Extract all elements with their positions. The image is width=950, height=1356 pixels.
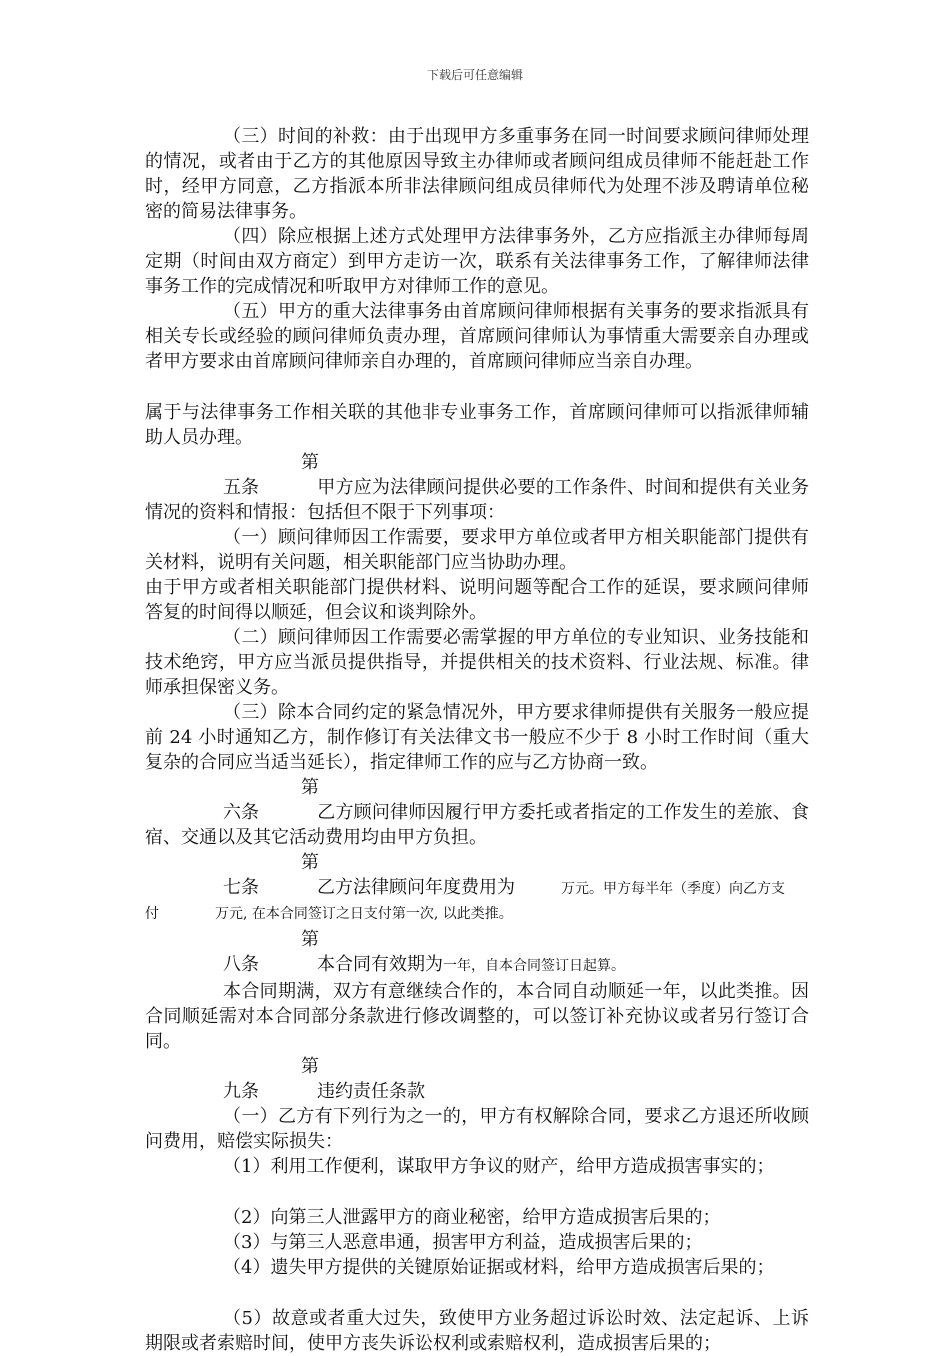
list-item-3: （3）与第三人恶意串通，损害甲方利益，造成损害后果的； [223, 1232, 703, 1253]
paragraph-renewal: 本合同期满，双方有意继续合作的，本合同自动顺延一年，以此类推。因合同顺延需对本合同部分条款进行修改调整的，可以签订补充协议或者另行签订合同。 [145, 981, 809, 1052]
paragraph-time-remedy: （三）时间的补救：由于出现甲方多重事务在同一时间要求顾问律师处理的情况，或者由于乙方的其他原因导致主办律师或者顾问组成员律师不能赶赴工作时，经甲方同意，乙方指派本所非法律顾问组成员律师代为处理不涉及聘请单位秘密的简易法律事务。 [145, 126, 809, 222]
article-6-text: 乙方顾问律师因履行甲方委托或者指定的工作发生的差旅、食宿、交通以及其它活动费用均由甲方负担。 [145, 802, 809, 848]
article-8 [145, 927, 809, 979]
paragraph-technical: （二）顾问律师因工作需要必需掌握的甲方单位的专业知识、业务技能和技术绝窍，甲方应当派员提供指导，并提供相关的技术资料、行业法规、标准。律师承担保密义务。 [145, 627, 809, 698]
article-7-number: 第七条 [223, 852, 319, 898]
article-8-number: 第八条 [223, 929, 319, 975]
paragraph-notice: （三）除本合同约定的紧急情况外，甲方要求律师提供有关服务一般应提前 24 小时通知乙方，制作修订有关法律文书一般应不少于 8 小时工作时间（重大复杂的合同应当适当延长），指定律师工作的应与乙方协商一致。 [145, 702, 809, 773]
list-item-4: （4）遗失甲方提供的关键原始证据或材料，给甲方造成损害后果的； [223, 1257, 775, 1278]
article-5-text: 甲方应为法律顾问提供必要的工作条件、时间和提供有关业务情况的资料和情报：包括但不限于下列事项： [145, 477, 809, 523]
article-6-number: 第六条 [223, 777, 319, 823]
article-8-text-a: 本合同有效期为 [317, 954, 443, 975]
article-7-text-c: 付 [145, 906, 159, 922]
article-9 [145, 1054, 809, 1104]
article-5 [145, 450, 809, 525]
article-7-text-d: 万元, 在本合同签订之日支付第一次, 以此类推。 [215, 906, 513, 922]
paragraph-termination: （一）乙方有下列行为之一的，甲方有权解除合同，要求乙方退还所收顾问费用，赔偿实际损失： [145, 1106, 809, 1152]
list-item-5: （5）故意或者重大过失，致使甲方业务超过诉讼时效、法定起诉、上诉期限或者索赔时间，使甲方丧失诉讼权利或索赔权利，造成损害后果的； [145, 1308, 809, 1354]
list-item-1: （1）利用工作便利，谋取甲方争议的财产，给甲方造成损害事实的； [223, 1156, 775, 1177]
article-6 [145, 775, 809, 850]
article-7-cont [145, 902, 809, 927]
document-body [145, 124, 809, 1356]
article-8-text-b: 一年，自本合同签订日起算。 [443, 958, 625, 974]
paragraph-non-professional: 属于与法律事务工作相关联的其他非专业事务工作，首席顾问律师可以指派律师辅助人员办理。 [145, 402, 809, 448]
paragraph-materials: （一）顾问律师因工作需要，要求甲方单位或者甲方相关职能部门提供有关材料，说明有关问题，相关职能部门应当协助办理。 [145, 527, 809, 573]
paragraph-delay: 由于甲方或者相关职能部门提供材料、说明问题等配合工作的延误，要求顾问律师答复的时间得以顺延，但会议和谈判除外。 [145, 577, 809, 623]
article-7 [145, 850, 809, 902]
article-5-number: 第五条 [223, 452, 319, 498]
page-header: 下载后可任意编辑 [426, 68, 523, 82]
list-item-2: （2）向第三人泄露甲方的商业秘密，给甲方造成损害后果的； [223, 1207, 721, 1228]
article-9-text: 违约责任条款 [317, 1081, 425, 1102]
article-7-text-b: 万元。甲方每半年（季度）向乙方支 [561, 881, 785, 897]
paragraph-weekly-visit: （四）除应根据上述方式处理甲方法律事务外，乙方应指派主办律师每周定期（时间由双方商定）到甲方走访一次，联系有关法律事务工作，了解律师法律事务工作的完成情况和听取甲方对律师工作的意见。 [145, 226, 809, 297]
paragraph-major-affairs: （五）甲方的重大法律事务由首席顾问律师根据有关事务的要求指派具有相关专长或经验的顾问律师负责办理，首席顾问律师认为事情重大需要亲自办理或者甲方要求由首席顾问律师亲自办理的，首席顾问律师应当亲自办理。 [145, 301, 809, 372]
article-7-text-a: 乙方法律顾问年度费用为 [317, 877, 515, 898]
article-9-number: 第九条 [223, 1056, 319, 1102]
